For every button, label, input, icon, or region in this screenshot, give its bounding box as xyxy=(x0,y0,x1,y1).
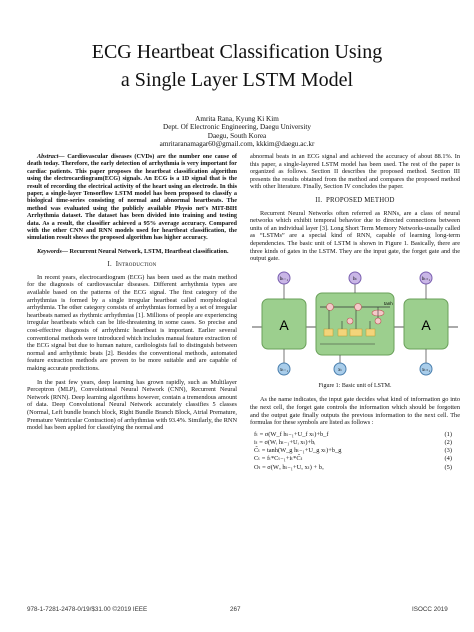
intro-paragraph-2: In the past few years, deep learning has grown rapidly, such as Multilayer Perceptron (MLP), Convolutional Neural Network (CNN), Recurrent Neural Network (RNN). Deep learning algorithms however, contain a tremendous amount of data. Deep Convolutional Neural Network accurately classifies 5 classes (Normal, Left bundle branch block, Right Bundle Branch Block, Atrial Premature, Premature Ventricular Contraction) of arrhythmias with 93.4%. Similarly, the RNN model has been applied for classifying the normal and xyxy=(27,378,237,432)
author-block xyxy=(0,115,474,149)
authors: Amrita Rana, Kyung Ki Kim xyxy=(195,115,279,123)
equation-expression: Cₜ = fₜ*Cₜ₋₁+iₜ*C̃ₜ xyxy=(254,455,303,463)
lstm-figure xyxy=(250,269,460,379)
section-title: PROPOSED METHOD xyxy=(326,196,395,204)
method-paragraph-2: As the name indicates, the input gate decides what kind of information go into the next cell, the forget gate controls the information which should be forgotten and the output gate finally outputs the previous information to the next cell. The formulas for these symbols are listed as follows : xyxy=(250,396,460,427)
footer-page-number: 267 xyxy=(230,606,241,613)
keywords xyxy=(27,248,237,255)
section-heading-method xyxy=(250,197,460,205)
lstm-diagram xyxy=(250,269,460,379)
candidate-tanh xyxy=(350,329,362,336)
equation-row xyxy=(250,439,460,447)
paper-title-line-2: a Single Layer LSTM Model xyxy=(120,69,354,91)
right-column xyxy=(250,153,460,472)
tanh-label: tanh xyxy=(384,300,393,306)
forget-multiply-icon xyxy=(327,303,334,310)
label-h-next: hₜ₊₁ xyxy=(421,276,431,282)
equation-number: (5) xyxy=(444,463,452,471)
equation-row xyxy=(250,455,460,463)
left-column xyxy=(27,153,237,432)
label-h-prev: hₜ₋₁ xyxy=(279,276,289,282)
right-paragraph-1: abnormal beats in an ECG signal and achieved the accuracy of about 88.1%. In this paper, a single-layered LSTM model has been used. The rest of the paper is organized as follows. Section II describes the proposed method. Section III presents the results obtained from the method and compares the proposed method with other literature. Finally, Section IV concludes the paper. xyxy=(250,153,460,191)
abstract xyxy=(27,153,237,242)
department: Dept. Of Electronic Engineering, Daegu University xyxy=(163,123,311,132)
lstm-cell-center xyxy=(316,293,394,355)
equation-row xyxy=(250,431,460,439)
equation-number: (2) xyxy=(444,438,452,446)
equation-number: (1) xyxy=(444,430,452,438)
equation-expression: fₜ = σ(W_f hₜ₋₁+U_f xₜ)+b_f xyxy=(254,430,329,438)
paper-title-line-1: ECG Heartbeat Classification Using xyxy=(91,41,383,63)
abstract-label: Abstract— xyxy=(37,153,65,160)
figure-caption: Figure 1: Basic unit of LSTM. xyxy=(318,382,392,389)
method-paragraph-1: Recurrent Neural Networks often referred as RNNs, are a class of neural networks which exhibit temporal behavior due to directed connections between units of an individual layer [3]. Long Short Term Memory Networks-usually called as “LSTMs” are a special kind of RNN, capable of learning long-term dependencies. The basic unit of LSTM is shown in Figure 1. Basically, there are three kinds of gates in the LSTM. They are the input gate, the forget gate and the output gate. xyxy=(250,209,460,263)
equation-list xyxy=(250,431,460,472)
equation-expression: iₜ = σ(Wᵢ hₜ₋₁+Uᵢ xₜ)+bᵢ xyxy=(254,438,316,446)
forget-gate-sigma xyxy=(324,329,333,336)
location: Daegu, South Korea xyxy=(207,131,267,140)
input-add-icon xyxy=(355,303,362,310)
equation-expression: C̃ₜ = tanh(W_g hₜ₋₁+U_g xₜ)+b_g xyxy=(254,447,342,455)
intro-paragraph-1: In recent years, electrocardiogram (ECG) has been used as the main method for the diagnosis of cardiovascular diseases. Different arrhythmia types are available based on the patterns of the ECG signal. The first category of the arrhythmias is formed by a single irregular heartbeat called morphological arrhythmia. The other category consists of arrhythmias formed by a set of irregular heartbeats named as rhythmic arrhythmias [1]. Millions of people are experiencing irregular heartbeats which can be life-threatening in some cases. So precise and cost-effective diagnosis of arrhythmic heartbeat is important. Earlier several conventional methods were introduced which includes manual feature extraction of the ECG signal but due to human nature, cardiologists fail to distinguish between normal and arrhythmic beats [2]. Besides the conventional methods, automated feature extraction methods are proven to be more suitable and are capable of making accurate predictions. xyxy=(27,273,237,372)
output-gate-sigma xyxy=(366,329,375,336)
keywords-text: Recurrent Neural Network, LSTM, Heartbeat classification. xyxy=(67,247,229,255)
equation-row xyxy=(250,464,460,472)
footer-conference: ISOCC 2019 xyxy=(412,606,448,613)
equation-expression: Oₜ = σ(Wₒ hₜ₋₁+Uₒ xₜ) + bₒ xyxy=(254,463,324,471)
label-h-t: hₜ xyxy=(353,276,357,282)
footer-copyright: 978-1-7281-2478-0/19/$31.00 ©2019 IEEE xyxy=(27,606,148,613)
label-x-next: xₜ₊₁ xyxy=(421,367,431,373)
emails: amritaranamagar60@gmail.com, kkkim@daegu.ac.kr xyxy=(159,140,315,149)
keywords-label: Keywords— xyxy=(37,247,68,255)
cell-label-prev: A xyxy=(279,316,289,333)
section-number: I. xyxy=(107,261,112,269)
section-number: II. xyxy=(315,196,323,204)
input-gate-sigma xyxy=(338,329,347,336)
abstract-text: Cardiovascular diseases (CVDs) are the number one cause of death today. Therefore, the early detection of arrhythmia is very important for cardiac patients. This paper proposes the heartbeat classification algorithm using the electrocardiogram(ECG) signals. An ECG is a 1D signal that is the result of recording the electrical activity of the heart using an electrode. In this paper, a single-layer Tensorflow LSTM model has been proposed to classify a biological time-series consisting of normal and abnormal heartbeats. The method was evaluated using the publicly available Physio net's MIT-BIH Arrhythmia dataset. The dataset has been divided into training and testing data. As a result, the classifier achieved a 95% average accuracy. Compared with the other CNN and RNN models used for heartbeat classification, the simulation result shows the proposed algorithm has higher accuracy. xyxy=(27,153,237,242)
label-x-t: xₜ xyxy=(338,367,342,373)
equation-number: (3) xyxy=(444,447,452,455)
section-heading-introduction xyxy=(27,261,237,269)
cell-label-next: A xyxy=(421,316,431,333)
section-title: Introduction xyxy=(115,261,157,269)
equation-number: (4) xyxy=(444,455,452,463)
label-x-prev: xₜ₋₁ xyxy=(279,367,289,373)
